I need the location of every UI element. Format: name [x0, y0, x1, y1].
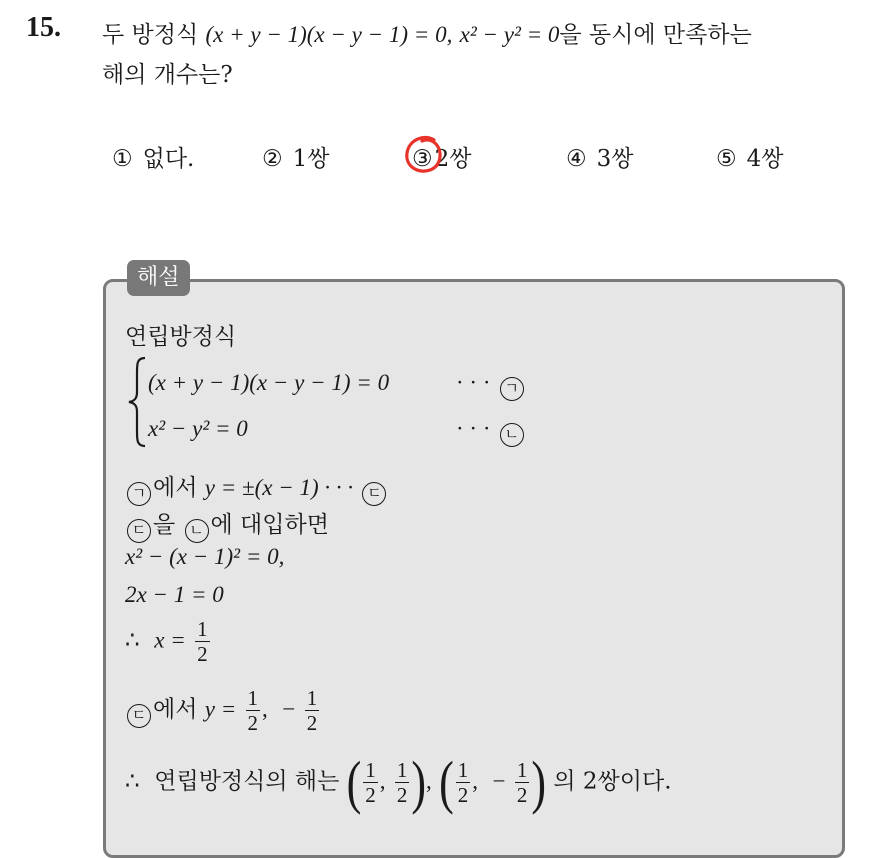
- solution-line-7: 2x − 1 = 0: [125, 582, 224, 607]
- system-brace: [125, 356, 149, 448]
- therefore-symbol: ∴: [125, 627, 140, 653]
- choice-number: ①: [112, 146, 133, 172]
- system-equation-2-label: · · · ㄴ: [456, 416, 526, 447]
- fraction-one-half: $\frac{1}{2}$: [247, 686, 259, 735]
- question-suffix: 을 동시에 만족하는: [559, 22, 752, 48]
- question-equation-2: x² − y² = 0: [459, 22, 560, 47]
- system-equation-2: x² − y² = 0: [148, 416, 248, 441]
- question-number: 15.: [26, 12, 61, 43]
- system-equation-1: (x + y − 1)(x − y − 1) = 0: [148, 370, 390, 395]
- solution-line-9: ㄷ 에서 y = $\frac{1}{2}$ , − $\frac{1}{2}$: [125, 686, 321, 735]
- choice-text: 3쌍: [596, 146, 634, 172]
- fraction-one-half: $\frac{1}{2}$: [306, 686, 318, 735]
- circled-label-b: ㄴ: [500, 423, 524, 447]
- choice-text: 2쌍: [434, 146, 472, 172]
- fraction-one-half: $\frac{1}{2}$: [365, 758, 376, 807]
- choice-text: 없다.: [142, 146, 195, 172]
- circled-label-a: ㄱ: [127, 482, 151, 506]
- choice-number: ②: [262, 146, 283, 172]
- solution-line-5: ㄷ 을 ㄴ 에 대입하면: [125, 506, 329, 543]
- question-text-line-1: [102, 16, 752, 49]
- fraction-one-half: $\frac{1}{2}$: [197, 617, 208, 666]
- circled-label-a: ㄱ: [500, 377, 524, 401]
- solution-line-8: ∴ x = $\frac{1}{2}$: [125, 617, 208, 666]
- choice-text: 1쌍: [292, 146, 330, 172]
- choice-text: 4쌍: [746, 146, 784, 172]
- fraction-one-half: $\frac{1}{2}$: [396, 758, 408, 807]
- choice-2[interactable]: [262, 140, 329, 173]
- therefore-symbol: ∴: [125, 768, 140, 794]
- solution-line-10: ∴ 연립방정식의 해는 ( $\frac{1}{2}$ , $\frac{1}{2}$ ), ( $\frac{1}{2}$ , − $\frac{1}{2}$ ) 의 2쌍이다.: [125, 748, 672, 815]
- circled-label-c: ㄷ: [362, 482, 386, 506]
- circled-label-c: ㄷ: [127, 519, 151, 543]
- circled-label-b: ㄴ: [185, 519, 209, 543]
- question-text-line-2: 해의 개수는?: [102, 62, 233, 88]
- choice-number: ④: [566, 146, 587, 172]
- system-equation-1-label: · · · ㄱ: [456, 370, 526, 401]
- answer-circle-mark: [403, 134, 445, 176]
- solution-tag: 해설: [127, 260, 190, 296]
- solution-line-6: x² − (x − 1)² = 0,: [125, 544, 285, 569]
- choice-number: ③: [412, 146, 433, 172]
- choice-1[interactable]: [112, 140, 194, 173]
- solution-line-4: ㄱ 에서 y = ±(x − 1) · · · ㄷ: [125, 469, 388, 506]
- solution-line-1: 연립방정식: [125, 324, 237, 350]
- choice-number: ⑤: [716, 146, 737, 172]
- choice-4[interactable]: [566, 140, 633, 173]
- fraction-one-half: $\frac{1}{2}$: [457, 758, 469, 807]
- question-prefix: 두 방정식: [102, 22, 199, 48]
- question-equation-1: (x + y − 1)(x − y − 1) = 0,: [205, 22, 453, 47]
- circled-label-c: ㄷ: [127, 704, 151, 728]
- choice-5[interactable]: [716, 140, 783, 173]
- fraction-one-half: $\frac{1}{2}$: [516, 758, 528, 807]
